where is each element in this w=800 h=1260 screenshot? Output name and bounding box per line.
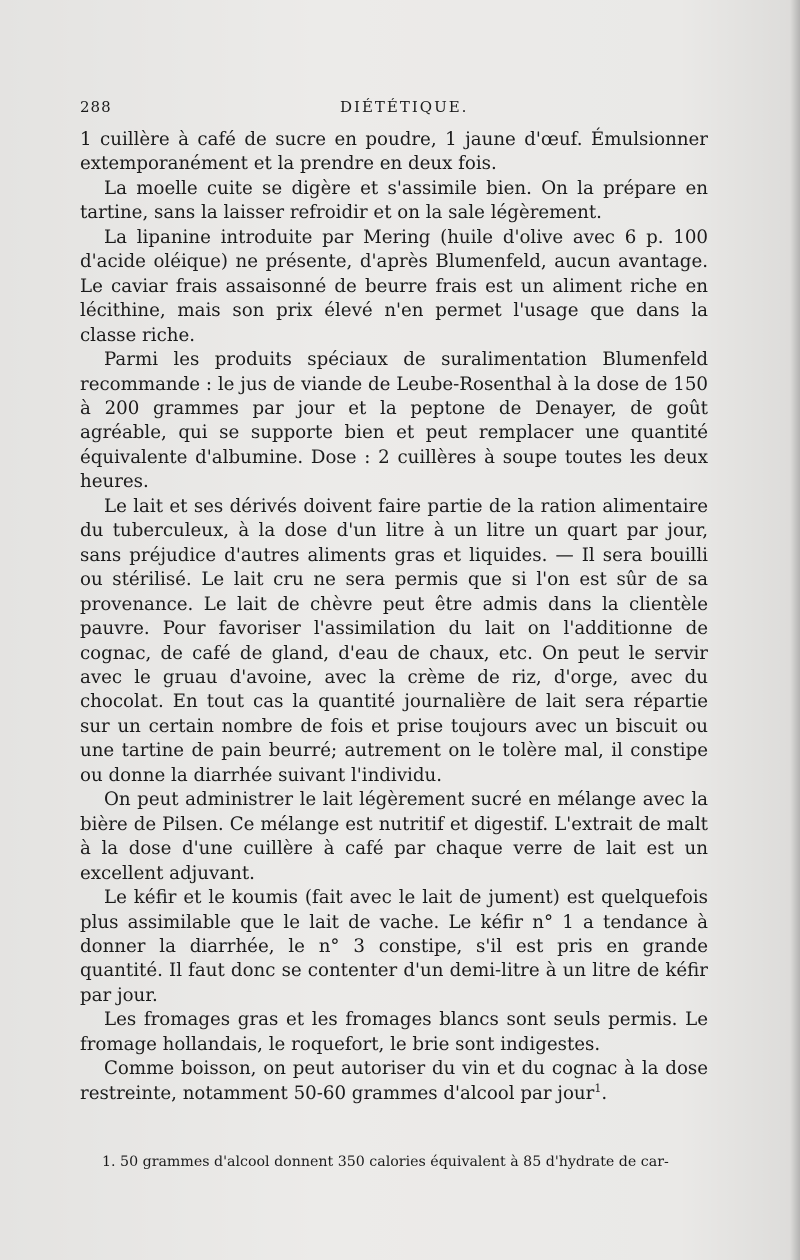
paragraph: Les fromages gras et les fromages blancs sont seuls permis. Le fromage hollandais, le roquefort, le brie sont indigestes.	[80, 1009, 708, 1055]
body-text	[80, 128, 708, 1106]
paragraph: La moelle cuite se digère et s'assimile bien. On la prépare en tartine, sans la laisser refroidir et on la sale légèrement.	[80, 177, 708, 224]
paragraph: La lipanine introduite par Mering (huile d'olive avec 6 p. 100 d'acide oléique) ne présente, d'après Blumenfeld, aucun avantage. Le caviar frais assaisonné de beurre frais est un aliment riche en lécithine, mais son prix élevé n'en permet l'usage que dans la classe riche.	[80, 226, 708, 346]
paragraph: On peut administrer le lait légèrement sucré en mélange avec la bière de Pilsen. Ce mélange est nutritif et digestif. L'extrait de malt à la dose d'une cuillère à café par chaque verre de lait est un excellent adjuvant.	[80, 789, 708, 884]
footnote: 1. 50 grammes d'alcool donnent 350 calories équivalent à 85 d'hydrate de car-	[102, 1154, 669, 1170]
paragraph: Le lait et ses dérivés doivent faire partie de la ration alimentaire du tuberculeux, à la dose d'un litre à un litre un quart par jour, sans préjudice d'autres aliments gras et liquides. — Il sera bouilli ou stérilisé. Le lait cru ne sera permis que si l'on est sûr de sa provenance. Le lait de chèvre peut être admis dans la clientèle pauvre. Pour favoriser l'assimilation du lait on l'additionne de cognac, de café de gland, d'eau de chaux, etc. On peut le servir avec le gruau d'avoine, avec la crème de riz, d'orge, avec du chocolat. En tout cas la quantité journalière de lait sera répartie sur un certain nombre de fois et prise toujours avec un biscuit ou une tartine de pain beurré; autrement on le tolère mal, il constipe ou donne la diarrhée suivant l'individu.	[80, 495, 708, 786]
paragraph: Le kéfir et le koumis (fait avec le lait de jument) est quelquefois plus assimilable que le lait de vache. Le kéfir n° 1 a tendance à donner la diarrhée, le n° 3 constipe, s'il est pris en grande quantité. Il faut donc se contenter d'un demi-litre à un litre de kéfir par jour.	[80, 887, 708, 1006]
paragraph: Parmi les produits spéciaux de suralimentation Blumenfeld recommande : le jus de viande de Leube-Rosenthal à la dose de 150 à 200 grammes par jour et la peptone de Denayer, de goût agréable, qui se supporte bien et peut remplacer une quantité équivalente d'albumine. Dose : 2 cuillères à soupe toutes les deux heures.	[80, 349, 708, 493]
page-number: 288	[80, 98, 112, 116]
paragraph-with-footnote: Comme boisson, on peut autoriser du vin et du cognac à la dose restreinte, notamment 50-60 grammes d'alcool par jour$^1$.	[80, 1058, 708, 1104]
page-edge-shadow	[790, 0, 800, 1260]
paragraph-text: Comme boisson, on peut autoriser du vin et du cognac à la dose restreinte, notamment 50-60 grammes d'alcool par jour	[80, 1058, 708, 1104]
footnote-marker: 1	[594, 1081, 602, 1095]
page-header	[80, 98, 708, 122]
running-title: DIÉTÉTIQUE.	[340, 98, 469, 116]
paragraph: 1 cuillère à café de sucre en poudre, 1 jaune d'œuf. Émulsionner extemporanément et la prendre en deux fois.	[80, 129, 708, 175]
